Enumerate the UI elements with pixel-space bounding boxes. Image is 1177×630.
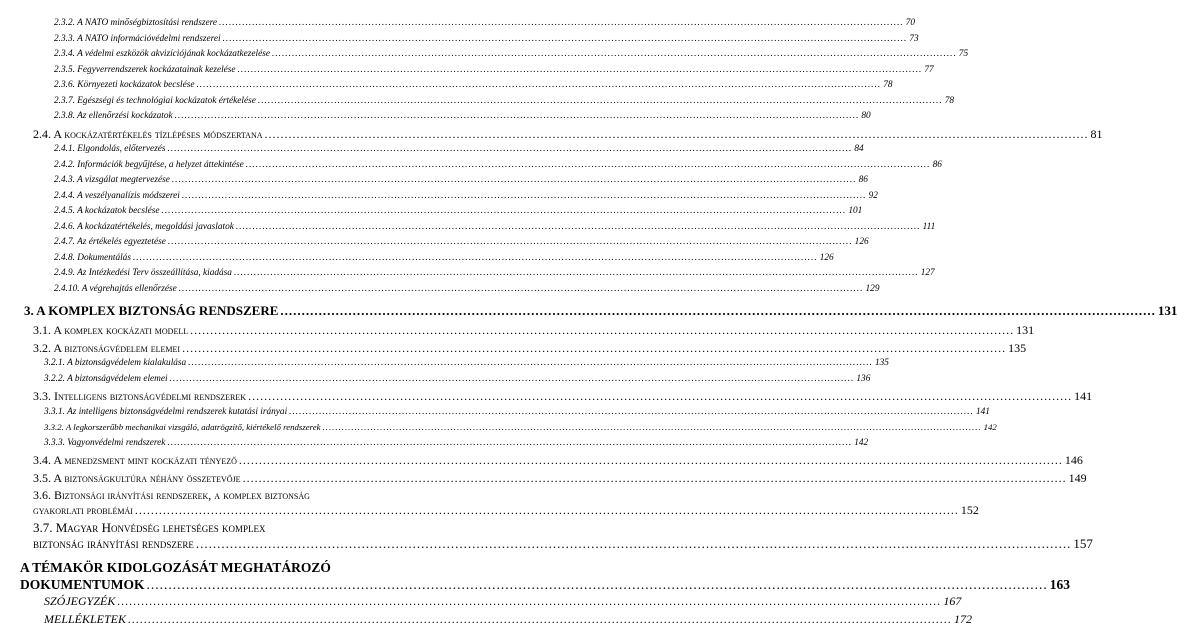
toc-page-number: 157 xyxy=(1073,536,1093,552)
dot-leader xyxy=(258,96,943,107)
toc-entry-title-line2: DOKUMENTUMOK xyxy=(20,577,145,593)
dot-leader xyxy=(243,471,1067,485)
toc-entry-title: SZÓJEGYZÉK xyxy=(44,593,116,608)
toc-entry-title: 2.4.4. A veszélyanalízis módszerei xyxy=(54,190,180,201)
toc-page-number: 135 xyxy=(1008,340,1027,355)
toc-page-number: 101 xyxy=(848,206,863,216)
toc-page-number: 77 xyxy=(924,64,934,75)
dot-leader xyxy=(234,268,919,279)
toc-page-number: 149 xyxy=(1068,470,1087,485)
toc-section-3-2[interactable] xyxy=(0,340,1027,359)
toc-entry-2-4-2[interactable] xyxy=(0,159,942,176)
toc-entry-title: 3.3.1. Az intelligens biztonságvédelmi rendszerek kutatási irányai xyxy=(44,406,288,417)
dot-leader xyxy=(168,144,853,155)
toc-entry-title: 3.3.2. A legkorszerűbb mechanikai vizsgáló, adatrögzítő, kiértékelő rendszerek xyxy=(44,422,321,432)
toc-section-3-3[interactable] xyxy=(0,389,1093,407)
toc-entry-title: 3. A KOMPLEX BIZTONSÁG RENDSZERE xyxy=(24,303,279,319)
toc-entry-title: 2.4.6. A kockázatértékelés, megoldási javaslatok xyxy=(54,221,234,232)
toc-page-number: 131 xyxy=(1157,303,1177,319)
toc-entry-title: 2.3.8. Az ellenőrzési kockázatok xyxy=(54,111,173,121)
dot-leader xyxy=(128,612,952,626)
toc-entry-title: 2.3.5. Fegyverrendszerek kockázatainak kezelése xyxy=(54,64,236,75)
dot-leader xyxy=(239,453,1063,467)
toc-entry-title: 3.3.3. Vagyonvédelmi rendszerek xyxy=(44,437,166,448)
dot-leader xyxy=(179,284,864,295)
toc-page-number: 86 xyxy=(858,175,868,185)
dot-leader xyxy=(172,175,857,186)
dot-leader xyxy=(170,374,855,385)
toc-entry-2-4-6[interactable] xyxy=(0,221,936,238)
dot-leader xyxy=(323,422,982,433)
dot-leader xyxy=(182,191,867,202)
toc-entry-title: 3.1. A komplex kockázati modell xyxy=(33,323,189,337)
dot-leader xyxy=(117,594,941,608)
dot-leader xyxy=(265,127,1089,141)
toc-entry-2-4-9[interactable] xyxy=(0,268,935,284)
toc-entry-2-4-8[interactable] xyxy=(0,252,834,269)
toc-section-3-4[interactable] xyxy=(0,453,1083,471)
toc-page-number: 142 xyxy=(854,437,869,448)
toc-entry-title-line2: biztonság irányítási rendszere xyxy=(33,536,194,552)
toc-entry-title: 3.2. A biztonságvédelem elemei xyxy=(33,340,181,355)
toc-entry-title: 2.4.8. Dokumentálás xyxy=(54,252,131,263)
toc-entry-title: 3.5. A biztonságkultúra néhány összetevője xyxy=(33,470,241,485)
toc-page-number: 141 xyxy=(975,406,990,417)
toc-entry-2-4-7[interactable] xyxy=(0,237,869,253)
toc-page-number: 81 xyxy=(1090,126,1103,141)
toc-entry-3-2-1[interactable] xyxy=(0,358,889,374)
toc-entry-title-line1: 3.7. Magyar Honvédség lehetséges komplex xyxy=(33,520,266,535)
dot-leader xyxy=(223,34,908,45)
toc-page-number: 152 xyxy=(960,503,979,517)
dot-leader xyxy=(133,253,818,264)
dot-leader xyxy=(272,49,957,60)
toc-page-number: 75 xyxy=(958,49,969,59)
toc-entry-title: 3.3. Intelligens biztonságvédelmi rendszerek xyxy=(33,389,247,403)
toc-page-number: 126 xyxy=(854,237,869,247)
toc-entry-2-4-1[interactable] xyxy=(0,144,864,160)
toc-entry-2-3-2[interactable] xyxy=(0,18,916,34)
toc-entry-3-2-2[interactable] xyxy=(0,373,871,390)
toc-page-number: 127 xyxy=(920,268,935,278)
toc-entry-3-3-3[interactable] xyxy=(0,437,869,454)
dot-leader xyxy=(135,503,959,518)
toc-entry-title: MELLÉKLETEK xyxy=(44,611,127,626)
toc-entry-title: 3.4. A menedzsment mint kockázati tényező xyxy=(33,453,237,467)
toc-section-3-6[interactable] xyxy=(0,488,979,518)
toc-entry-2-4-10[interactable] xyxy=(0,283,880,300)
toc-page-number: 135 xyxy=(875,358,889,368)
toc-section-3-7[interactable] xyxy=(0,520,1093,553)
toc-page-number: 167 xyxy=(943,593,962,608)
dot-leader xyxy=(248,389,1072,403)
toc-entry-2-3-3[interactable] xyxy=(0,33,919,50)
toc-entry-2-3-8[interactable] xyxy=(0,111,871,127)
toc-entry-2-3-4[interactable] xyxy=(0,49,969,65)
dot-leader xyxy=(246,160,931,171)
toc-entry-title: 2.4.1. Elgondolás, előtervezés xyxy=(54,144,166,154)
dot-leader xyxy=(289,407,974,418)
toc-entry-title: 2.3.6. Környezeti kockázatok becslése xyxy=(54,80,195,90)
toc-entry-title: 2.4.9. Az Intézkedési Terv összeállítása, kiadása xyxy=(54,268,232,278)
toc-entry-2-3-6[interactable] xyxy=(0,80,893,96)
toc-page-number: 78 xyxy=(944,95,954,106)
toc-page-number: 92 xyxy=(868,190,878,201)
toc-entry-title-line2: gyakorlati problémái xyxy=(33,503,133,517)
dot-leader xyxy=(188,358,873,369)
toc-page-number: 163 xyxy=(1049,577,1070,593)
toc-entry-title: 3.2.1. A biztonságvédelem kialakulása xyxy=(44,358,187,368)
toc-entry-title-line1: 3.6. Biztonsági irányítási rendszerek, a komplex biztonság xyxy=(33,488,310,502)
toc-page-number: 70 xyxy=(905,18,916,28)
toc-page-number: 141 xyxy=(1074,389,1093,403)
toc-entry-2-3-7[interactable] xyxy=(0,95,954,112)
toc-entry-title: 2.4.3. A vizsgálat megtervezése xyxy=(54,175,170,185)
toc-entry-title: 2.4.2. Információk begyűjtése, a helyzet áttekintése xyxy=(54,159,244,170)
toc-page-number: 78 xyxy=(883,80,893,90)
toc-page-number: 136 xyxy=(856,373,871,384)
toc-entry-3-3-1[interactable] xyxy=(0,406,990,423)
dot-leader xyxy=(162,206,847,217)
dot-leader xyxy=(219,18,904,29)
toc-entry-2-4-4[interactable] xyxy=(0,190,878,207)
toc-entry-2-4-5[interactable] xyxy=(0,206,863,222)
dot-leader xyxy=(168,237,853,248)
dot-leader xyxy=(147,576,1048,594)
toc-entry-title: 2.4. A kockázatértékelés tízlépéses módszertana xyxy=(33,126,263,141)
toc-entry-title: 2.3.3. A NATO információvédelmi rendszerei xyxy=(54,33,221,44)
toc-page-number: 84 xyxy=(854,144,864,154)
toc-entry-2-4-3[interactable] xyxy=(0,175,868,191)
toc-page-number: 126 xyxy=(819,252,834,263)
toc-entry-3-3-2[interactable] xyxy=(0,422,997,438)
toc-page-number: 80 xyxy=(861,111,871,121)
dot-leader xyxy=(280,303,1156,319)
toc-page-number: 73 xyxy=(909,33,919,44)
toc-entry-title: 2.3.7. Egészségi és technológiai kockázatok értékelése xyxy=(54,95,256,106)
toc-section-3-5[interactable] xyxy=(0,470,1087,489)
toc-entry-title: 2.4.7. Az értékelés egyeztetése xyxy=(54,237,166,247)
toc-page-number: 131 xyxy=(1016,323,1035,337)
toc-entry-title: 2.3.2. A NATO minőségbiztosítási rendszere xyxy=(54,18,217,28)
dot-leader xyxy=(238,65,923,76)
toc-entry-title: 2.3.4. A védelmi eszközök akvizíciójának kockázatkezelése xyxy=(54,49,270,59)
dot-leader xyxy=(236,222,921,233)
dot-leader xyxy=(190,323,1014,337)
toc-chapter-documents[interactable] xyxy=(0,559,1070,594)
dot-leader xyxy=(167,438,852,449)
toc-entry-title: 2.4.5. A kockázatok becslése xyxy=(54,206,160,216)
dot-leader xyxy=(196,536,1072,552)
dot-leader xyxy=(175,111,860,122)
dot-leader xyxy=(182,341,1006,355)
toc-section-2-4[interactable] xyxy=(0,126,1103,145)
toc-entry-title-line1: A TÉMAKÖR KIDOLGOZÁSÁT MEGHATÁROZÓ xyxy=(20,559,331,575)
toc-page-number: 86 xyxy=(932,159,942,170)
toc-entry-2-3-5[interactable] xyxy=(0,64,934,81)
toc-entry-title: 2.4.10. A végrehajtás ellenőrzése xyxy=(54,283,177,294)
toc-appendices[interactable] xyxy=(0,611,973,630)
toc-section-3-1[interactable] xyxy=(0,323,1035,341)
dot-leader xyxy=(196,80,881,91)
toc-page-number: 172 xyxy=(954,611,973,626)
toc-page-number: 142 xyxy=(983,422,997,432)
toc-page-number: 111 xyxy=(922,221,936,232)
toc-page-number: 146 xyxy=(1064,453,1083,467)
toc-page-number: 129 xyxy=(865,283,880,294)
toc-chapter-3[interactable] xyxy=(0,299,1177,323)
toc-entry-title: 3.2.2. A biztonságvédelem elemei xyxy=(44,373,168,384)
toc-glossary[interactable] xyxy=(0,593,962,612)
